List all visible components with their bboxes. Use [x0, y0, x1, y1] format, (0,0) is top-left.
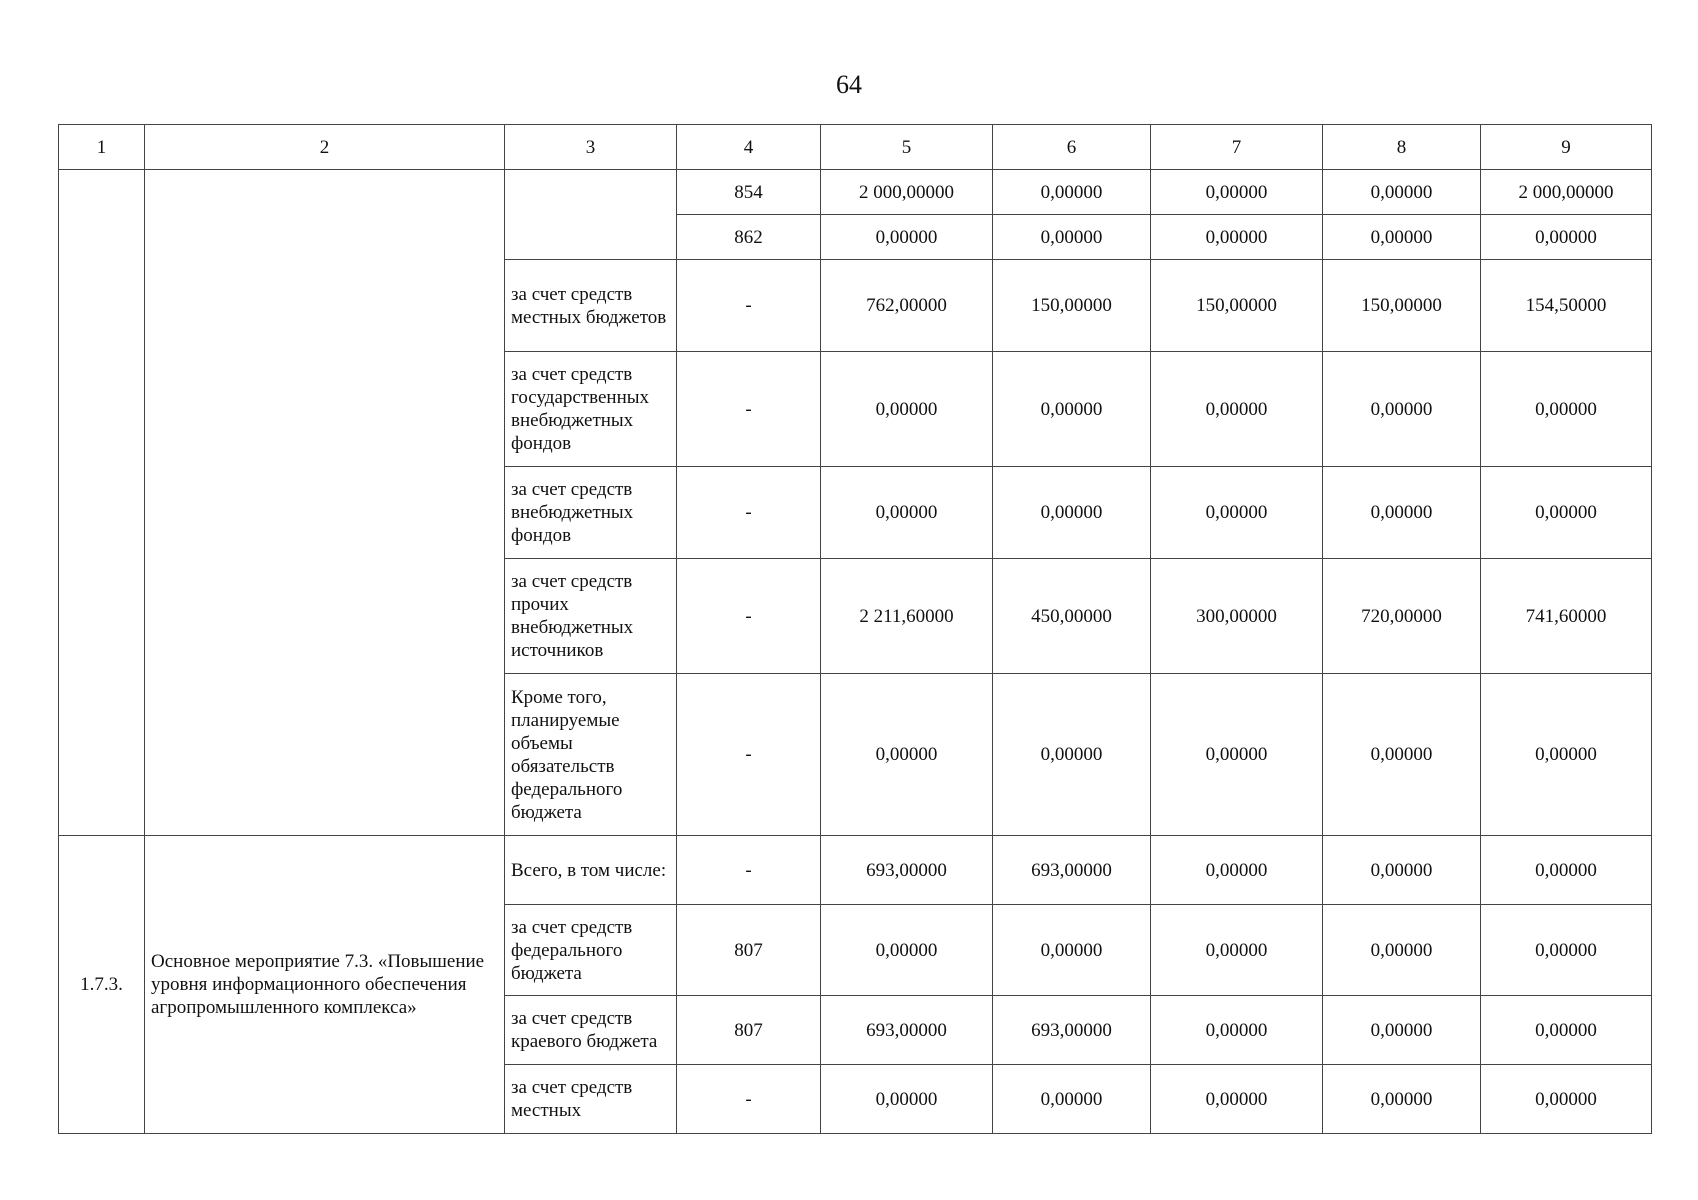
value-cell: 0,00000	[821, 215, 993, 260]
value-cell: 2 000,00000	[1481, 170, 1652, 215]
column-header: 8	[1323, 125, 1481, 170]
value-cell: 0,00000	[1323, 1065, 1481, 1134]
value-cell: 450,00000	[993, 559, 1151, 674]
value-cell: 0,00000	[1151, 674, 1323, 836]
table-row	[59, 170, 1652, 215]
budget-table	[58, 124, 1652, 1134]
funding-source-cell: Всего, в том числе:	[505, 836, 677, 905]
value-cell: 0,00000	[993, 215, 1151, 260]
value-cell: 762,00000	[821, 260, 993, 352]
value-cell: 0,00000	[821, 905, 993, 996]
value-cell: 0,00000	[1151, 467, 1323, 559]
section-number-cell: 1.7.3.	[59, 836, 145, 1134]
number-cell-empty	[59, 170, 145, 836]
column-header: 1	[59, 125, 145, 170]
value-cell: 154,50000	[1481, 260, 1652, 352]
value-cell: 0,00000	[1151, 170, 1323, 215]
value-cell: 0,00000	[1323, 905, 1481, 996]
value-cell: 0,00000	[821, 467, 993, 559]
value-cell: 0,00000	[1323, 215, 1481, 260]
budget-code-cell: -	[677, 674, 821, 836]
value-cell: 0,00000	[1481, 996, 1652, 1065]
budget-code-cell: -	[677, 1065, 821, 1134]
budget-code-cell: 854	[677, 170, 821, 215]
column-header: 9	[1481, 125, 1652, 170]
funding-source-cell: за счет средств местных бюджетов	[505, 260, 677, 352]
budget-code-cell: 807	[677, 905, 821, 996]
budget-code-cell: 807	[677, 996, 821, 1065]
value-cell: 693,00000	[821, 996, 993, 1065]
column-header: 7	[1151, 125, 1323, 170]
value-cell: 0,00000	[993, 467, 1151, 559]
value-cell: 0,00000	[993, 674, 1151, 836]
value-cell: 741,60000	[1481, 559, 1652, 674]
value-cell: 0,00000	[993, 352, 1151, 467]
value-cell: 0,00000	[1151, 215, 1323, 260]
value-cell: 0,00000	[1151, 996, 1323, 1065]
table-row	[59, 836, 1652, 905]
value-cell: 0,00000	[1151, 1065, 1323, 1134]
budget-code-cell: -	[677, 836, 821, 905]
value-cell: 0,00000	[1151, 836, 1323, 905]
value-cell: 0,00000	[1323, 674, 1481, 836]
value-cell: 0,00000	[1323, 352, 1481, 467]
value-cell: 0,00000	[1481, 1065, 1652, 1134]
value-cell: 0,00000	[1481, 467, 1652, 559]
column-header: 3	[505, 125, 677, 170]
funding-source-cell: за счет средств государственных внебюджетных фондов	[505, 352, 677, 467]
funding-source-cell: за счет средств внебюджетных фондов	[505, 467, 677, 559]
column-header: 5	[821, 125, 993, 170]
value-cell: 0,00000	[821, 674, 993, 836]
value-cell: 0,00000	[1323, 170, 1481, 215]
value-cell: 150,00000	[1151, 260, 1323, 352]
value-cell: 0,00000	[1481, 674, 1652, 836]
table-header-row	[59, 125, 1652, 170]
value-cell: 0,00000	[1151, 905, 1323, 996]
funding-source-cell: Кроме того, планируемые объемы обязательств федерального бюджета	[505, 674, 677, 836]
budget-code-cell: 862	[677, 215, 821, 260]
value-cell: 0,00000	[1481, 836, 1652, 905]
value-cell: 0,00000	[1481, 905, 1652, 996]
description-cell-empty	[145, 170, 505, 836]
value-cell: 0,00000	[1323, 996, 1481, 1065]
value-cell: 0,00000	[993, 905, 1151, 996]
value-cell: 2 000,00000	[821, 170, 993, 215]
value-cell: 0,00000	[1151, 352, 1323, 467]
budget-code-cell: -	[677, 559, 821, 674]
funding-source-cell: за счет средств прочих внебюджетных источников	[505, 559, 677, 674]
value-cell: 300,00000	[1151, 559, 1323, 674]
funding-source-cell: за счет средств краевого бюджета	[505, 996, 677, 1065]
column-header: 2	[145, 125, 505, 170]
value-cell: 0,00000	[1323, 467, 1481, 559]
section-title-cell: Основное мероприятие 7.3. «Повышение уровня информационного обеспечения агропромышленного комплекса»	[145, 836, 505, 1134]
page-number: 64	[836, 70, 862, 99]
budget-code-cell: -	[677, 260, 821, 352]
value-cell: 150,00000	[993, 260, 1151, 352]
funding-source-cell: за счет средств федерального бюджета	[505, 905, 677, 996]
value-cell: 0,00000	[821, 1065, 993, 1134]
funding-source-cell: за счет средств местных	[505, 1065, 677, 1134]
value-cell: 2 211,60000	[821, 559, 993, 674]
value-cell: 0,00000	[993, 170, 1151, 215]
column-header: 6	[993, 125, 1151, 170]
value-cell: 693,00000	[821, 836, 993, 905]
value-cell: 0,00000	[1323, 836, 1481, 905]
source-cell-empty	[505, 170, 677, 260]
value-cell: 720,00000	[1323, 559, 1481, 674]
budget-code-cell: -	[677, 352, 821, 467]
column-header: 4	[677, 125, 821, 170]
value-cell: 0,00000	[993, 1065, 1151, 1134]
value-cell: 0,00000	[1481, 352, 1652, 467]
value-cell: 0,00000	[1481, 215, 1652, 260]
budget-code-cell: -	[677, 467, 821, 559]
value-cell: 150,00000	[1323, 260, 1481, 352]
value-cell: 0,00000	[821, 352, 993, 467]
value-cell: 693,00000	[993, 996, 1151, 1065]
value-cell: 693,00000	[993, 836, 1151, 905]
